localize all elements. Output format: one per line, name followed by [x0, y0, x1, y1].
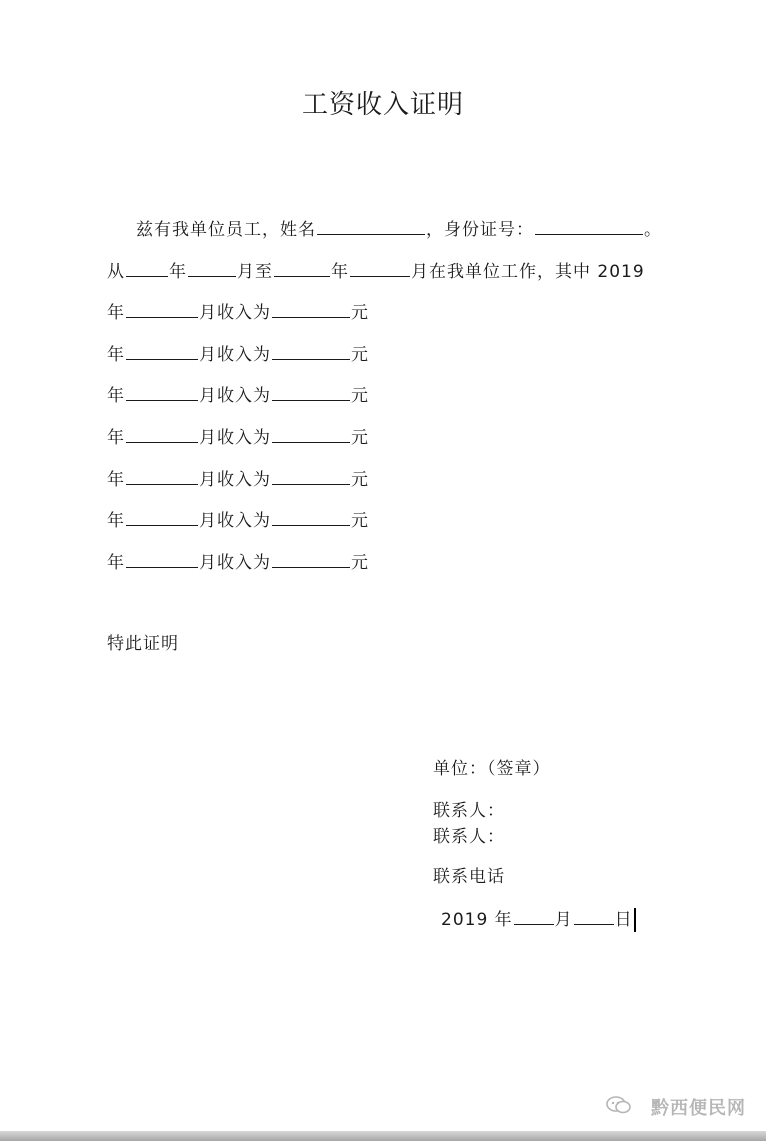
date-line — [441, 906, 636, 932]
id-label: ，身份证号： — [426, 220, 534, 240]
income-row — [107, 299, 369, 325]
income-year-label: 年 — [107, 470, 125, 490]
income-month-blank[interactable] — [126, 382, 198, 401]
to-month-blank[interactable] — [350, 258, 410, 277]
income-month-label: 月收入为 — [199, 386, 271, 406]
income-amount-blank[interactable] — [272, 341, 350, 360]
income-row — [107, 341, 369, 367]
income-month-label: 月收入为 — [199, 470, 271, 490]
period-line — [107, 258, 645, 284]
intro-prefix: 兹有我单位员工，姓名 — [136, 220, 316, 240]
income-row — [107, 424, 369, 450]
income-amount-blank[interactable] — [272, 382, 350, 401]
phone-label: 联系电话 — [433, 867, 505, 887]
income-month-blank[interactable] — [126, 341, 198, 360]
income-unit-label: 元 — [351, 386, 369, 406]
intro-end: 。 — [644, 220, 662, 240]
date-year: 2019 年 — [441, 910, 513, 930]
date-day-blank[interactable] — [574, 906, 614, 925]
income-row — [107, 382, 369, 408]
name-blank[interactable] — [317, 216, 425, 235]
income-row — [107, 549, 369, 575]
income-month-label: 月收入为 — [199, 428, 271, 448]
income-year-label: 年 — [107, 428, 125, 448]
id-blank[interactable] — [535, 216, 643, 235]
to-year-blank[interactable] — [274, 258, 330, 277]
income-unit-label: 元 — [351, 553, 369, 573]
income-amount-blank[interactable] — [272, 466, 350, 485]
income-unit-label: 元 — [351, 470, 369, 490]
contact-label-2: 联系人： — [433, 827, 505, 847]
income-month-blank[interactable] — [126, 424, 198, 443]
income-year-label: 年 — [107, 303, 125, 323]
income-amount-blank[interactable] — [272, 507, 350, 526]
income-month-blank[interactable] — [126, 549, 198, 568]
income-month-blank[interactable] — [126, 466, 198, 485]
income-year-label: 年 — [107, 511, 125, 531]
date-month-blank[interactable] — [514, 906, 554, 925]
income-month-label: 月收入为 — [199, 553, 271, 573]
income-month-label: 月收入为 — [199, 511, 271, 531]
income-unit-label: 元 — [351, 303, 369, 323]
year-label-2: 年 — [331, 262, 349, 282]
income-amount-blank[interactable] — [272, 424, 350, 443]
contact-label-1: 联系人： — [433, 801, 505, 821]
income-row — [107, 507, 369, 533]
date-month: 月 — [554, 910, 573, 930]
date-day: 日 — [614, 910, 633, 930]
month-to-label: 月至 — [237, 262, 273, 282]
income-year-label: 年 — [107, 553, 125, 573]
income-amount-blank[interactable] — [272, 299, 350, 318]
income-row — [107, 466, 369, 492]
income-month-blank[interactable] — [126, 507, 198, 526]
from-label: 从 — [107, 262, 125, 282]
income-month-blank[interactable] — [126, 299, 198, 318]
wechat-icon — [606, 1096, 632, 1114]
income-year-label: 年 — [107, 345, 125, 365]
income-amount-blank[interactable] — [272, 549, 350, 568]
year-label: 年 — [169, 262, 187, 282]
income-month-label: 月收入为 — [199, 345, 271, 365]
from-year-blank[interactable] — [126, 258, 168, 277]
bottom-scrollbar[interactable] — [0, 1131, 766, 1141]
month-work-label: 月在我单位工作，其中 2019 — [411, 262, 645, 282]
watermark-text: 黔西便民网 — [651, 1098, 746, 1119]
hereby-text: 特此证明 — [107, 634, 179, 654]
income-unit-label: 元 — [351, 428, 369, 448]
income-year-label: 年 — [107, 386, 125, 406]
income-unit-label: 元 — [351, 345, 369, 365]
from-month-blank[interactable] — [188, 258, 236, 277]
document-title: 工资收入证明 — [301, 90, 464, 120]
text-cursor — [634, 908, 636, 932]
unit-seal-label: 单位：（签章） — [433, 759, 551, 779]
income-unit-label: 元 — [351, 511, 369, 531]
intro-line — [136, 216, 662, 242]
income-month-label: 月收入为 — [199, 303, 271, 323]
